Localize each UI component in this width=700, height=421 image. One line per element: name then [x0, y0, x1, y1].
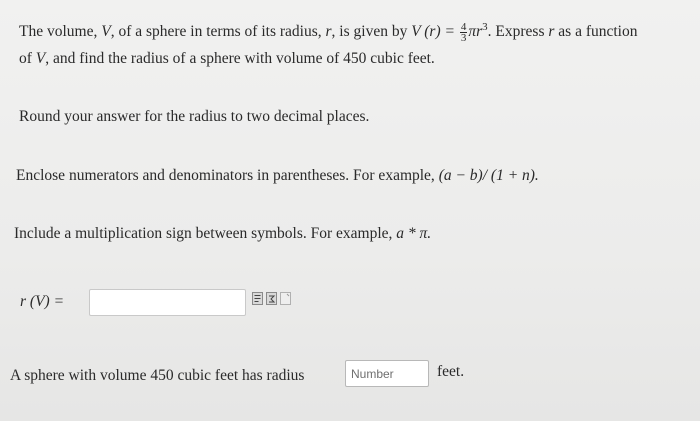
- equation-editor-icon[interactable]: [252, 292, 263, 305]
- formula-rhs: πr: [468, 23, 483, 41]
- fraction-numerator: 4: [460, 21, 467, 34]
- preview-icon[interactable]: [280, 292, 291, 305]
- question-line-1: [19, 21, 637, 43]
- question-text: The volume,: [19, 23, 98, 41]
- enclose-example: (a − b)/ (1 + n).: [438, 167, 539, 184]
- fraction-denominator: 3: [460, 32, 467, 45]
- question-text: , of a sphere in terms of its radius,: [110, 23, 322, 41]
- formula-lhs: V (r) =: [411, 23, 455, 41]
- multiply-text: Include a multiplication sign between symbols. For example,: [14, 225, 393, 242]
- multiply-instruction: [14, 225, 431, 243]
- radius-prompt: A sphere with volume 450 cubic feet has radius: [10, 367, 305, 384]
- answer-label: r (V) =: [20, 293, 65, 310]
- variable-V: V: [101, 23, 111, 41]
- symbol-palette-icon[interactable]: [266, 292, 277, 305]
- question-line-2: [19, 50, 435, 68]
- radius-number-input[interactable]: [345, 360, 429, 387]
- multiply-example: a * π.: [396, 225, 432, 242]
- variable-r: r: [548, 23, 555, 41]
- question-text: , is given by: [331, 23, 408, 41]
- formula-exponent: 3: [482, 21, 488, 33]
- variable-r: r: [325, 23, 332, 41]
- question-text: . Express: [487, 23, 545, 41]
- function-answer-input[interactable]: [89, 289, 246, 316]
- question-text: , and find the radius of a sphere with volume of 450 cubic feet.: [45, 50, 435, 67]
- enclose-instruction: [16, 167, 539, 185]
- fraction: [460, 22, 468, 43]
- question-text: as a function: [558, 23, 638, 41]
- variable-V: V: [35, 50, 46, 67]
- round-instruction: Round your answer for the radius to two decimal places.: [19, 108, 370, 125]
- feet-unit: feet.: [437, 363, 465, 380]
- enclose-text: Enclose numerators and denominators in parentheses. For example,: [16, 167, 435, 184]
- question-text: of: [19, 50, 32, 67]
